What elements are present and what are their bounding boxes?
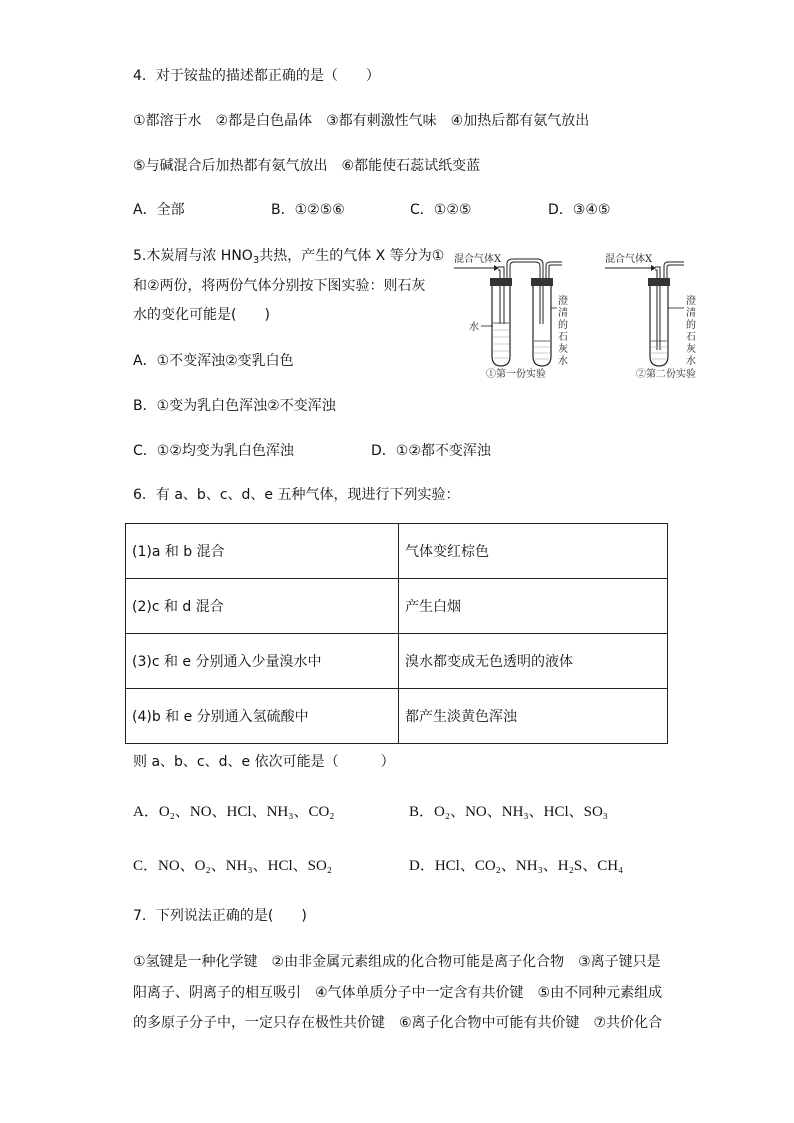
svg-text:水: 水 bbox=[558, 356, 568, 367]
stopper-2 bbox=[531, 278, 553, 286]
svg-text:清: 清 bbox=[686, 308, 696, 319]
svg-text:灰: 灰 bbox=[686, 344, 696, 355]
q6-option-c: C．NO、O₂、NH₃、HCl、SO₂ bbox=[133, 858, 333, 874]
caption-2: ②第二份实验 bbox=[636, 369, 696, 380]
table-cell-result: 溴水都变成无色透明的液体 bbox=[399, 634, 668, 689]
test-tube-limewater-2 bbox=[650, 286, 668, 366]
svg-text:澄: 澄 bbox=[686, 296, 696, 307]
q6-option-b: B．O₂、NO、NH₃、HCl、SO₃ bbox=[409, 804, 609, 820]
experiment-1 bbox=[454, 252, 568, 380]
table-cell-experiment: (4)b 和 e 分别通入氢硫酸中 bbox=[126, 689, 399, 744]
table-row bbox=[126, 524, 668, 579]
svg-text:的: 的 bbox=[686, 320, 696, 331]
svg-text:水: 水 bbox=[686, 356, 696, 367]
q7-statements-line2: 阳离子、阴离子的相互吸引 ④气体单质分子中一定含有共价键 ⑤由不同种元素组成 bbox=[133, 985, 663, 1001]
table-row bbox=[126, 634, 668, 689]
q5-option-b: B．①变为乳白色浑浊②不变浑浊 bbox=[133, 398, 336, 414]
table-cell-experiment: (1)a 和 b 混合 bbox=[126, 524, 399, 579]
q4-stem: 4．对于铵盐的描述都正确的是（ ） bbox=[133, 68, 380, 84]
connector-tube bbox=[510, 262, 540, 324]
q6-experiment-table bbox=[125, 523, 668, 744]
svg-text:清: 清 bbox=[558, 308, 568, 319]
table-cell-experiment: (2)c 和 d 混合 bbox=[126, 579, 399, 634]
q5-stem-sub: 3 bbox=[252, 255, 260, 266]
q7-statements-line3: 的多原子分子中，一定只存在极性共价键 ⑥离子化合物中可能有共价键 ⑦共价化合 bbox=[133, 1015, 663, 1031]
water-label: 水 bbox=[469, 322, 479, 333]
q5-apparatus-figure bbox=[450, 246, 720, 381]
caption-1: ①第一份实验 bbox=[486, 369, 546, 380]
q4-option-a: A．全部 bbox=[133, 202, 185, 218]
svg-text:灰: 灰 bbox=[558, 344, 568, 355]
table-cell-result: 产生白烟 bbox=[399, 579, 668, 634]
q7-stem: 7．下列说法正确的是( ) bbox=[133, 908, 307, 924]
q5-stem-post: 共热，产生的气体 X 等分为① bbox=[259, 248, 445, 264]
q5-stem-pre: 5.木炭屑与浓 HNO bbox=[133, 248, 253, 264]
experiment-2 bbox=[605, 252, 696, 380]
q4-option-c: C．①②⑤ bbox=[410, 202, 472, 218]
test-tube-limewater-1 bbox=[533, 286, 551, 366]
q6-stem: 6．有 a、b、c、d、e 五种气体，现进行下列实验： bbox=[133, 487, 460, 503]
q5-option-c: C．①②均变为乳白色浑浊 bbox=[133, 443, 294, 459]
svg-text:的: 的 bbox=[558, 320, 568, 331]
table-cell-result: 都产生淡黄色浑浊 bbox=[399, 689, 668, 744]
svg-text:澄: 澄 bbox=[558, 296, 568, 307]
limewater-label-1 bbox=[558, 295, 568, 367]
table-row bbox=[126, 689, 668, 744]
svg-text:石: 石 bbox=[686, 332, 696, 343]
q5-stem-line2: 和②两份，将两份气体分别按下图实验：则石灰 bbox=[133, 278, 426, 294]
q5-stem-line1 bbox=[133, 246, 444, 271]
gas-label-1: 混合气体X bbox=[454, 254, 502, 265]
q4-statements-line2: ⑤与碱混合后加热都有氨气放出 ⑥都能使石蕊试纸变蓝 bbox=[133, 158, 481, 174]
q5-stem-line3: 水的变化可能是( ) bbox=[133, 307, 270, 323]
table-row bbox=[126, 579, 668, 634]
q6-option-d: D．HCl、CO₂、NH₃、H₂S、CH₄ bbox=[409, 858, 624, 874]
test-tube-water bbox=[492, 286, 510, 366]
limewater-label-2 bbox=[686, 295, 696, 367]
gas-label-2: 混合气体X bbox=[605, 254, 653, 265]
inlet-tube-1 bbox=[498, 267, 504, 324]
q6-option-a: A．O₂、NO、HCl、NH₃、CO₂ bbox=[133, 804, 335, 820]
q4-option-b: B．①②⑤⑥ bbox=[271, 202, 345, 218]
q5-option-d: D．①②都不变浑浊 bbox=[371, 443, 491, 459]
table-cell-result: 气体变红棕色 bbox=[399, 524, 668, 579]
q4-statements-line1: ①都溶于水 ②都是白色晶体 ③都有刺激性气味 ④加热后都有氨气放出 bbox=[133, 113, 590, 129]
q6-followup: 则 a、b、c、d、e 依次可能是（ ） bbox=[133, 754, 395, 770]
table-cell-experiment: (3)c 和 e 分别通入少量溴水中 bbox=[126, 634, 399, 689]
q5-option-a: A．①不变浑浊②变乳白色 bbox=[133, 353, 294, 369]
q4-option-d: D．③④⑤ bbox=[548, 202, 611, 218]
q7-statements-line1: ①氢键是一种化学键 ②由非金属元素组成的化合物可能是离子化合物 ③离子键只是 bbox=[133, 954, 661, 970]
stopper-3 bbox=[648, 278, 670, 286]
stopper-1 bbox=[490, 278, 512, 286]
svg-text:石: 石 bbox=[558, 332, 568, 343]
